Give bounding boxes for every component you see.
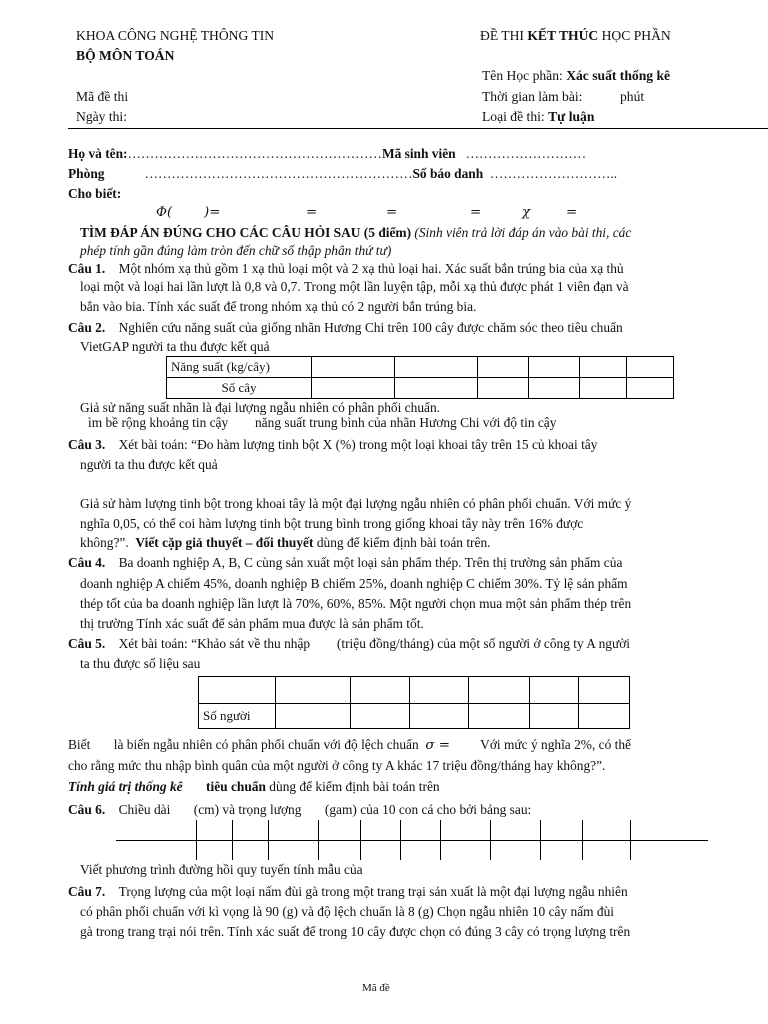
q6-line-1 [68,800,531,820]
q2-line-1 [68,318,623,338]
q5-text-5a: Tính giá trị thống kê [68,779,183,794]
student-id-dots: ……………………… [465,146,587,161]
table-cell [530,677,579,704]
q6-text-1b: (cm) và trọng lượng [193,802,302,817]
q5-text-5c: dùng để kiểm định bài toán trên [269,779,440,794]
q5-text-1b: (triệu đồng/tháng) của một số người ở công ty A người [336,636,631,651]
given-label: Cho biết: [68,186,122,201]
table-cell [351,677,410,704]
q2-line-3: Giả sử năng suất nhãn là đại lượng ngẫu nhiên có phân phối chuẩn. [80,400,440,415]
section-title-text: TÌM ĐÁP ÁN ĐÚNG CHO CÁC CÂU HỎI SAU (5 điểm) [80,225,412,240]
table-cell [276,677,351,704]
table-cell [395,357,478,378]
q4-line-4: thị trường Tính xác suất để sản phẩm mua được là sản phẩm tốt. [80,616,424,631]
q6-table-divider [630,820,631,860]
q5-sigma: σ = [425,738,451,753]
q6-table-line [116,840,708,841]
room-row [68,164,617,184]
q6-table-divider [360,820,361,860]
table-cell [276,704,351,729]
table-cell [312,357,395,378]
q2-line-2: VietGAP người ta thu được kết quả [80,339,270,354]
table-row [199,704,630,729]
table-row [167,357,674,378]
q5-row2-header: Số người [199,704,276,729]
q7-line-2: có phân phối chuẩn với kì vọng là 90 (g) và độ lệch chuẩn là 8 (g) Chọn ngẫu nhiên 10 cây nấm đùi [80,904,615,919]
table-cell [312,378,395,399]
exam-title [480,26,671,46]
q3-line-5 [80,533,491,553]
q7-text-1: Trọng lượng của một loại nấm đùi gà trong một trang trại sản xuất là một đại lượng ngẫu nhiên [118,884,628,899]
q2-label: Câu 2. [68,320,106,335]
q5-line-3 [68,735,631,756]
table-cell [351,704,410,729]
table-cell [469,677,530,704]
q6-table-divider [400,820,401,860]
table-cell [579,677,630,704]
table-cell [529,378,580,399]
q5-label: Câu 5. [68,636,106,651]
exam-type-line [482,107,594,127]
room-dots: …………………………………………………… [144,166,413,181]
footer-code-label: Mã đề [362,982,390,994]
q5-text-1a: Xét bài toán: “Khảo sát về thu nhập [118,636,311,651]
table-cell [478,357,529,378]
q6-label: Câu 6. [68,802,106,817]
q5-text-3c: Với mức ý nghĩa 2%, có thể [480,737,631,752]
q3-text-5c: dùng để kiểm định bài toán trên. [316,535,491,550]
q5-text-3a: Biết [68,737,91,752]
q6-table-divider [540,820,541,860]
q2-line-4 [88,413,556,433]
q2-text-4a: ìm bề rộng khoảng tin cậy [88,415,229,430]
q5-text-5b: tiêu chuẩn [206,779,266,794]
table-cell [627,378,674,399]
q2-text-1: Nghiên cứu năng suất của giống nhãn Hương Chi trên 100 cây được chăm sóc theo tiêu chuẩn [118,320,623,335]
q3-line-3: Giả sử hàm lượng tinh bột trong khoai tây là một đại lượng ngẫu nhiên có phân phối chuẩn. Với mức ý [80,496,632,511]
q6-table-divider [440,820,441,860]
q3-line-4: nghĩa 0,05, có thể coi hàm lượng tinh bột trung bình trong giống khoai tây này trên 16% được [80,516,584,531]
exam-title-prefix: ĐỀ THI [480,28,528,43]
q3-line-2: người ta thu được kết quả [80,457,218,472]
table-cell [529,357,580,378]
q4-label: Câu 4. [68,555,106,570]
q5-line-1 [68,634,630,654]
q5-line-4: cho rằng mức thu nhập bình quân của một người ở công ty A khác 17 triệu đồng/tháng hay không?”. [68,758,606,773]
name-row [68,144,586,164]
q6-line-2: Viết phương trình đường hồi quy tuyến tính mẫu của [80,862,363,877]
q6-table-divider [490,820,491,860]
name-dots: ………………………………………………… [127,146,382,161]
student-id-label: Mã sinh viên [381,146,456,161]
seat-dots: ……………………….. [489,166,618,181]
exam-title-bold: KẾT THÚC [527,28,599,43]
q1-label: Câu 1. [68,261,106,276]
q6-table-divider [268,820,269,860]
q4-line-2: doanh nghiệp A chiếm 45%, doanh nghiệp B chiếm 25%, doanh nghiệp C chiếm 30%. Tỷ lệ sản phẩm [80,576,628,591]
equals-4: = [566,205,578,220]
q6-text-1c: (gam) của 10 con cá cho bởi bảng sau: [324,802,532,817]
exam-title-suffix: HỌC PHẦN [598,28,671,43]
exam-type-label: Loại đề thi: [482,109,549,124]
table-cell [478,378,529,399]
q4-line-1 [68,553,622,573]
course-label: Tên Học phần: [482,68,567,83]
q4-text-1: Ba doanh nghiệp A, B, C cùng sản xuất một loại sản phẩm thép. Trên thị trường sản phẩm của [118,555,623,570]
q7-line-3: gà trong trang trại nói trên. Tính xác suất để trong 10 cây được chọn có đúng 3 cây có trọng lượng trên [80,924,631,939]
q2-row2-header: Số cây [167,378,312,399]
q5-text-3b: là biến ngẫu nhiên có phân phối chuẩn với độ lệch chuẩn [113,737,419,752]
q2-table [166,356,674,399]
equals-2: = [386,205,398,220]
header-divider [68,128,768,129]
q1-line-3: bắn vào bia. Tính xác suất để trong nhóm xạ thủ có 2 người bắn trúng bia. [80,299,477,314]
q1-line-1 [68,259,624,279]
q6-text-1a: Chiều dài [118,802,171,817]
q6-table-divider [196,820,197,860]
q3-label: Câu 3. [68,437,106,452]
q1-text-1: Một nhóm xạ thủ gồm 1 xạ thủ loại một và 2 xạ thủ loại hai. Xác suất bắn trúng bia của xạ thủ [118,261,624,276]
name-label: Họ và tên: [68,146,128,161]
table-cell [395,378,478,399]
table-cell [469,704,530,729]
faculty-name: KHOA CÔNG NGHỆ THÔNG TIN [76,28,275,43]
equals-3: = [470,205,482,220]
q1-line-2: loại một và loại hai lần lượt là 0,8 và 0,7. Trong một lần luyện tập, mỗi xạ thủ được phát 1 viên đạn và [80,279,629,294]
table-cell [580,357,627,378]
q6-table-divider [318,820,319,860]
duration-unit: phút [620,89,645,104]
table-cell [580,378,627,399]
phi-open: Φ( [156,205,173,220]
q2-row1-header: Năng suất (kg/cây) [167,357,312,378]
q3-text-1: Xét bài toán: “Đo hàm lượng tinh bột X (%) trong một loại khoai tây trên 15 củ khoai tây [118,437,598,452]
q3-line-1 [68,435,597,455]
exam-code-label: Mã đề thi [76,89,129,104]
chi-symbol: χ [522,205,531,220]
q6-table-divider [582,820,583,860]
room-label: Phòng [68,166,105,181]
table-cell [579,704,630,729]
q4-line-3: thép tốt của ba doanh nghiệp lần lượt là 70%, 60%, 85%. Một người chọn mua một sản phẩm thép trên [80,596,632,611]
q6-table-divider [232,820,233,860]
exam-date-label: Ngày thi: [76,109,127,124]
q3-text-5a: không?”. [80,535,129,550]
department-name: BỘ MÔN TOÁN [76,48,175,63]
section-note-2: phép tính gần đúng làm tròn đến chữ số thập phân thứ tư) [80,243,392,258]
table-cell [530,704,579,729]
table-cell [199,677,276,704]
section-title [80,223,631,243]
q3-text-5b: Viết cặp giả thuyết – đối thuyết [135,535,314,550]
table-row [199,677,630,704]
equals-1: = [306,205,318,220]
table-cell [410,677,469,704]
table-cell [627,357,674,378]
table-cell [410,704,469,729]
exam-type: Tự luận [548,109,595,124]
section-note-1: (Sinh viên trả lời đáp án vào bài thi, các [414,225,632,240]
q5-line-5 [68,777,440,797]
q2-text-4b: năng suất trung bình của nhãn Hương Chi với độ tin cậy [254,415,557,430]
seat-label: Số báo danh [412,166,484,181]
course-name: Xác suất thống kê [566,68,671,83]
phi-close: )= [204,205,221,220]
course-line [482,66,670,86]
q5-line-2: ta thu được số liệu sau [80,656,201,671]
q5-table [198,676,630,729]
duration-label: Thời gian làm bài: [482,89,583,104]
q7-label: Câu 7. [68,884,106,899]
q7-line-1 [68,882,628,902]
table-row [167,378,674,399]
